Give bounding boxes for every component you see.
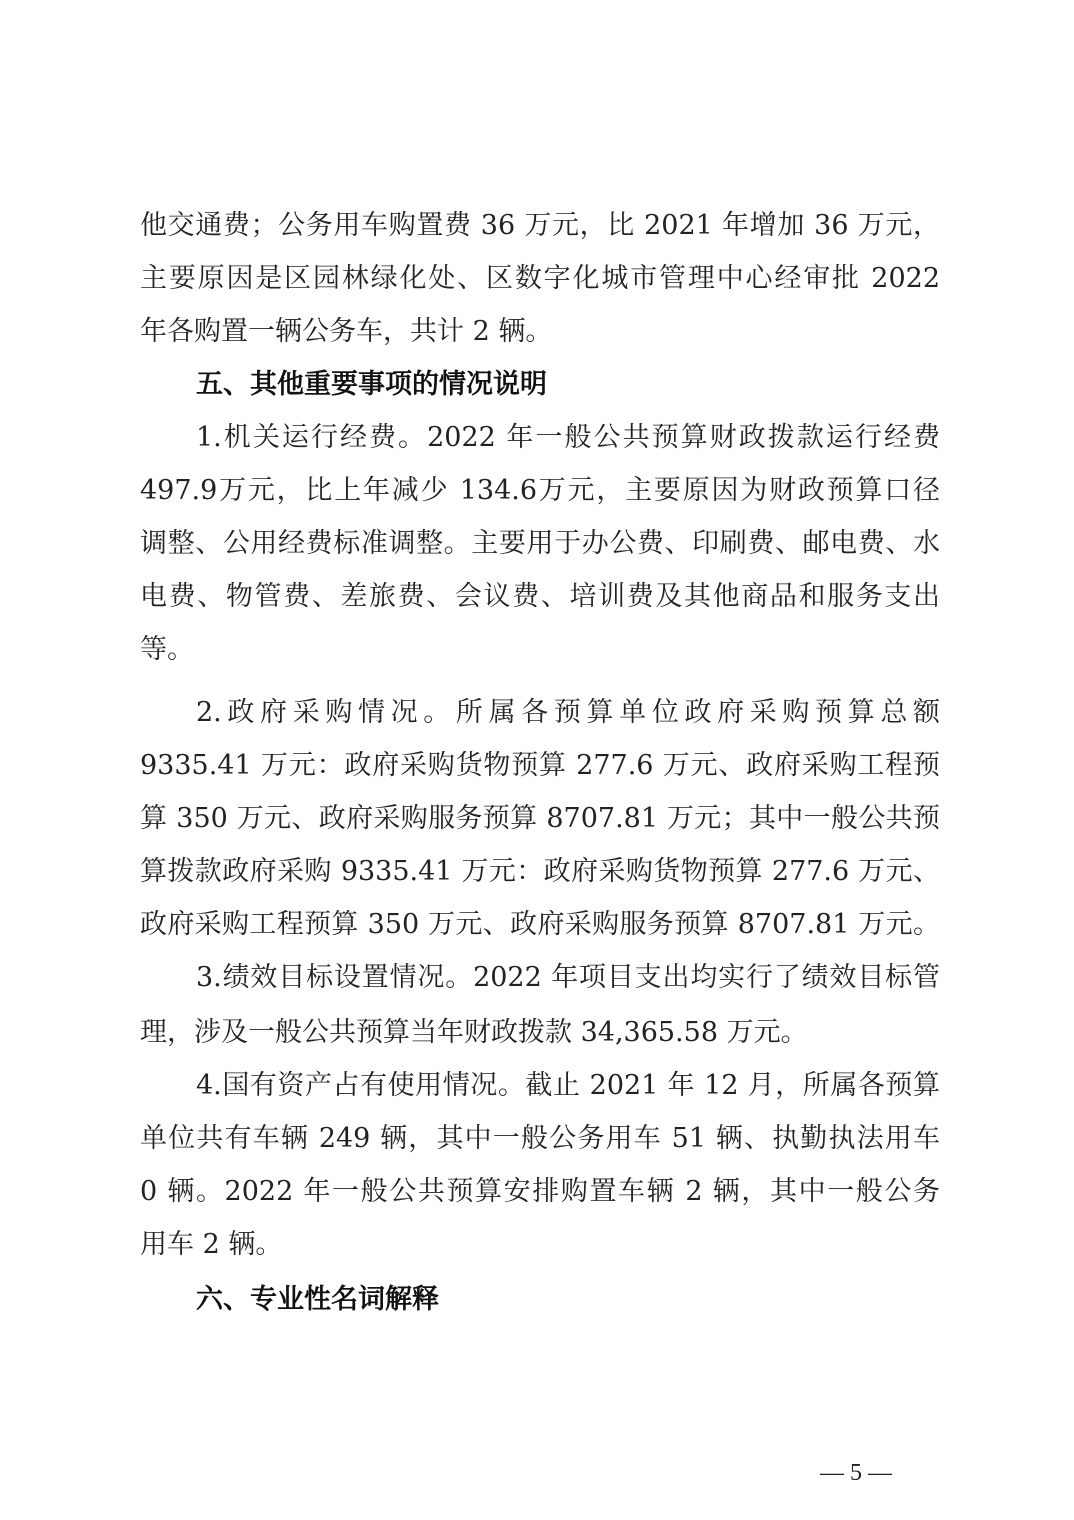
body-line: 用车 2 辆。 — [140, 1229, 283, 1260]
body-line: 理，涉及一般公共预算当年财政拨款 34,365.58 万元。 — [140, 1017, 808, 1048]
body-line: 他交通费；公务用车购置费 36 万元，比 2021 年增加 36 万元， — [140, 210, 940, 241]
body-line: 1.机关运行经费。2022 年一般公共预算财政拨款运行经费 — [196, 422, 940, 453]
body-line: 单位共有车辆 249 辆，其中一般公务用车 51 辆、执勤执法用车 — [140, 1123, 940, 1154]
section-heading-6: 六、专业性名词解释 — [196, 1284, 439, 1315]
body-line: 9335.41 万元：政府采购货物预算 277.6 万元、政府采购工程预 — [140, 750, 940, 781]
body-line: 调整、公用经费标准调整。主要用于办公费、印刷费、邮电费、水 — [140, 528, 940, 559]
body-line: 0 辆。2022 年一般公共预算安排购置车辆 2 辆，其中一般公务 — [140, 1176, 940, 1207]
body-line: 等。 — [140, 634, 194, 665]
body-line: 3.绩效目标设置情况。2022 年项目支出均实行了绩效目标管 — [196, 962, 940, 993]
body-line: 电费、物管费、差旅费、会议费、培训费及其他商品和服务支出 — [140, 581, 940, 612]
body-line: 4.国有资产占有使用情况。截止 2021 年 12 月，所属各预算 — [196, 1070, 940, 1101]
body-line: 算 350 万元、政府采购服务预算 8707.81 万元；其中一般公共预 — [140, 803, 940, 834]
page-number: — 5 — — [820, 1460, 892, 1486]
body-line: 主要原因是区园林绿化处、区数字化城市管理中心经审批 2022 — [140, 263, 940, 294]
body-line: 497.9万元，比上年减少 134.6万元，主要原因为财政预算口径 — [140, 475, 940, 506]
body-line: 年各购置一辆公务车，共计 2 辆。 — [140, 316, 553, 347]
section-heading-5: 五、其他重要事项的情况说明 — [196, 369, 547, 400]
body-line: 算拨款政府采购 9335.41 万元：政府采购货物预算 277.6 万元、 — [140, 856, 940, 887]
body-line: 政府采购工程预算 350 万元、政府采购服务预算 8707.81 万元。 — [140, 909, 940, 940]
body-line: 2.政府采购情况。所属各预算单位政府采购预算总额 — [196, 697, 940, 728]
